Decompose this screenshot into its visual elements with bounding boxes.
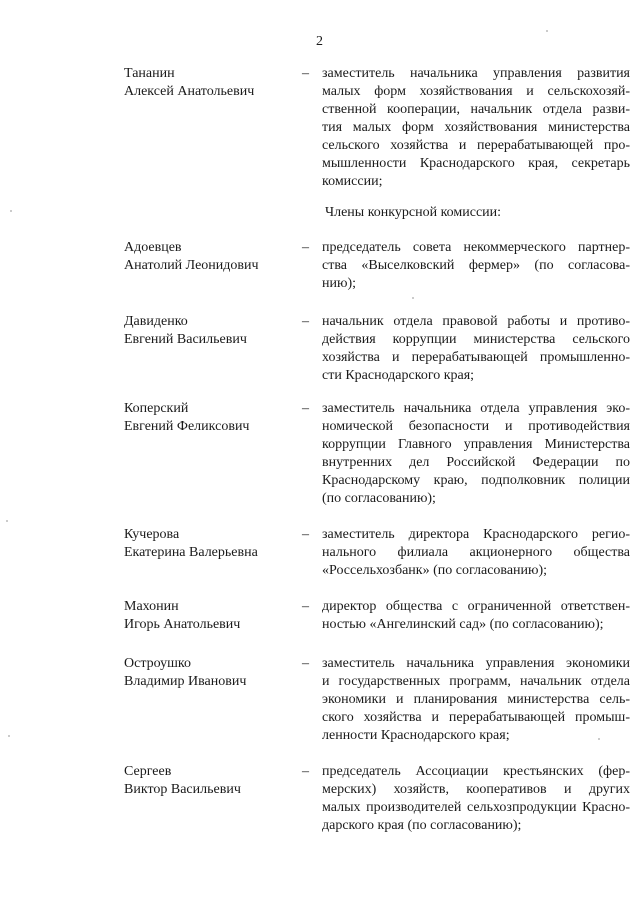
person-surname: Адоевцев [124,240,182,255]
description-line: ленности Краснодарского края; [322,728,510,743]
description-line: действия коррупции министерства сельского [322,332,630,347]
description-line: внутренних дел Российской Федерации по [322,455,630,470]
person-surname: Тананин [124,66,175,81]
person-surname: Коперский [124,401,189,416]
members-heading: Члены конкурсной комиссии: [325,205,502,220]
person-name [124,655,304,691]
description-line: председатель Ассоциации крестьянских (фер- [322,764,630,779]
scan-speck [412,297,414,299]
person-name [124,313,304,349]
person-given-names: Владимир Иванович [124,674,247,689]
description-line: ностью «Ангелинский сад» (по согласованию); [322,617,604,632]
position-description [322,598,630,634]
description-line: Краснодарскому краю, подполковник полиции [322,473,630,488]
description-line: нию); [322,276,356,291]
page-number: 2 [316,34,323,49]
position-description [322,763,630,835]
person-surname: Махонин [124,599,179,614]
description-line: заместитель начальника управления развития [322,66,630,81]
person-given-names: Виктор Васильевич [124,782,241,797]
person-given-names: Евгений Васильевич [124,332,247,347]
description-line: директор общества с ограниченной ответствен- [322,599,630,614]
description-line: заместитель начальника управления экономики [322,656,630,671]
description-line: сти Краснодарского края; [322,368,475,383]
description-line: хозяйства и перерабатывающей промышленно- [322,350,630,365]
description-line: комиссии; [322,174,383,189]
position-description [322,313,630,385]
entry-dash: – [302,240,309,255]
description-line: тия малых форм хозяйствования министерства [322,120,630,135]
person-given-names: Екатерина Валерьевна [124,545,258,560]
description-line: мерских) хозяйств, кооперативов и других [322,782,630,797]
person-surname: Кучерова [124,527,180,542]
entry-dash: – [302,527,309,542]
description-line: мышленности Краснодарского края, секретарь [322,156,630,171]
position-description [322,239,630,293]
entry-dash: – [302,314,309,329]
description-line: экономики и планирования министерства сель- [322,692,630,707]
person-name [124,526,304,562]
description-line: «Россельхозбанк» (по согласованию); [322,563,548,578]
position-description [322,526,630,580]
description-line: председатель совета некоммерческого партнер- [322,240,630,255]
person-given-names: Анатолий Леонидович [124,258,259,273]
person-name [124,400,304,436]
person-given-names: Алексей Анатольевич [124,84,255,99]
person-name [124,65,304,101]
scan-speck [546,30,548,32]
entry-dash: – [302,764,309,779]
description-line: дарского края (по согласованию); [322,818,522,833]
position-description [322,400,630,508]
description-line: коррупции Главного управления Министерства [322,437,630,452]
person-surname: Остроушко [124,656,191,671]
description-line: сельского хозяйства и перерабатывающей про- [322,138,630,153]
description-line: заместитель директора Краснодарского регио- [322,527,630,542]
description-line: (по согласованию); [322,491,436,506]
entry-dash: – [302,66,309,81]
scan-speck [598,738,600,740]
person-name [124,763,304,799]
entry-dash: – [302,656,309,671]
description-line: и государственных программ, начальник отдела [322,674,630,689]
person-given-names: Игорь Анатольевич [124,617,241,632]
entry-dash: – [302,599,309,614]
scan-speck [8,735,10,737]
description-line: ственной кооперации, начальник отдела разви- [322,102,630,117]
position-description [322,655,630,745]
person-name [124,598,304,634]
person-given-names: Евгений Феликсович [124,419,250,434]
person-surname: Давиденко [124,314,188,329]
description-line: малых производителей сельхозпродукции Красно- [322,800,630,815]
scan-speck [10,210,12,212]
position-description [322,65,630,191]
description-line: нального филиала акционерного общества [322,545,630,560]
scan-speck [6,520,8,522]
description-line: ства «Выселковский фермер» (по согласова- [322,258,630,273]
description-line: малых форм хозяйствования и сельскохозяй- [322,84,630,99]
description-line: ского хозяйства и перерабатывающей промыш- [322,710,630,725]
person-surname: Сергеев [124,764,172,779]
description-line: номической безопасности и противодействия [322,419,630,434]
entry-dash: – [302,401,309,416]
description-line: заместитель начальника отдела управления эко- [322,401,630,416]
description-line: начальник отдела правовой работы и противо- [322,314,630,329]
person-name [124,239,304,275]
